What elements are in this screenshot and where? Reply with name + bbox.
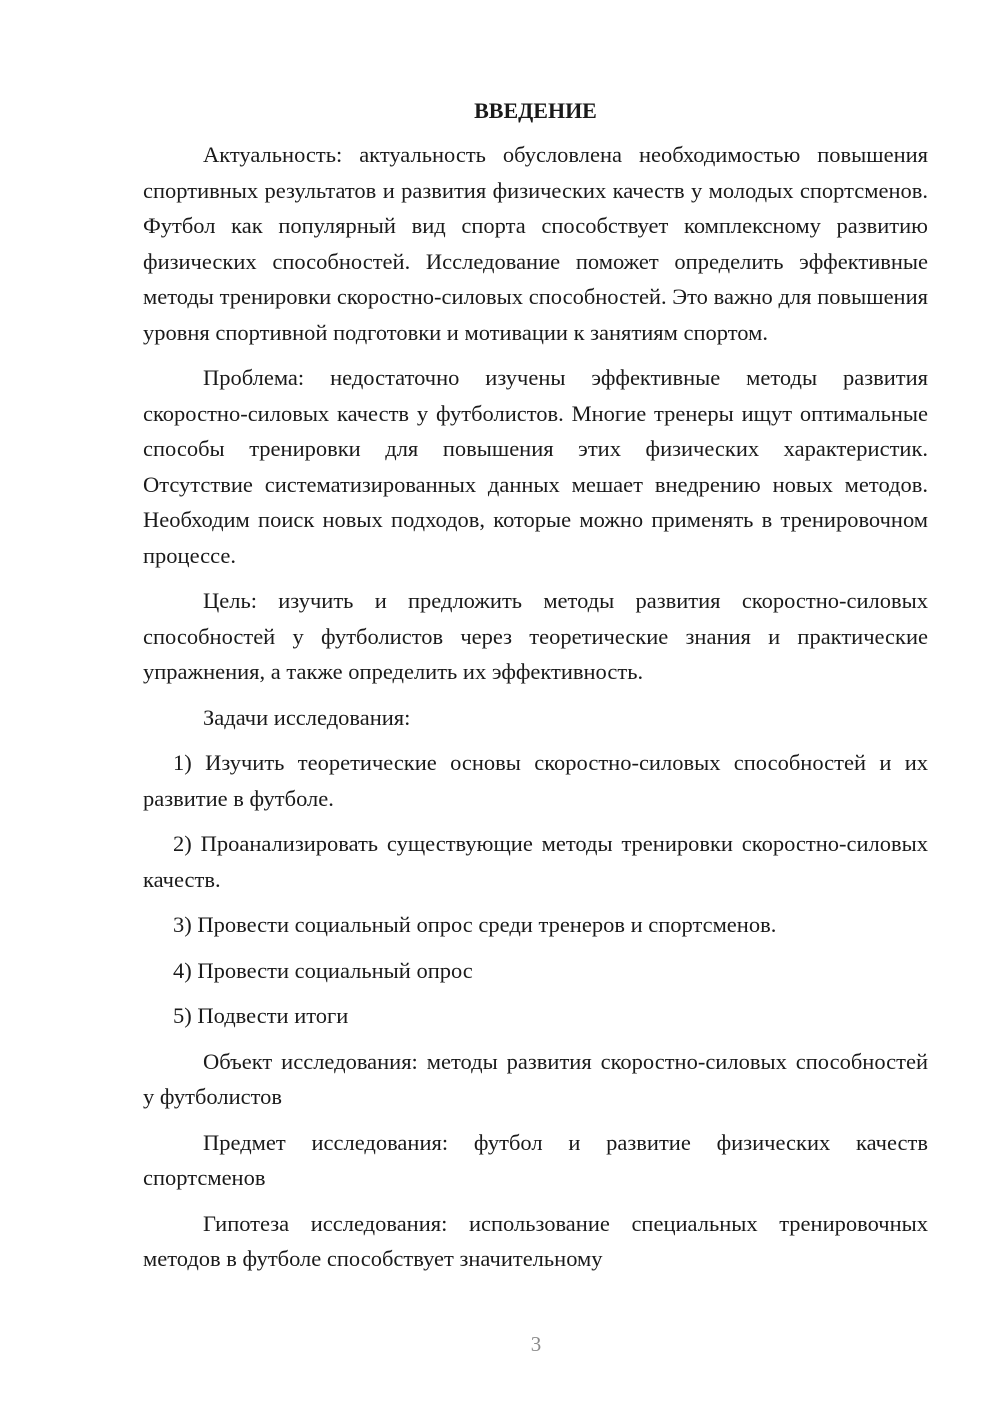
paragraph-tasks-heading: Задачи исследования: bbox=[203, 704, 411, 730]
paragraph-problem: Проблема: недостаточно изучены эффективные методы развития скоростно-силовых качеств у футболистов. Многие тренеры ищут оптимальные способы тренировки для повышения этих физических характеристик. Отсутствие систематизированных данных мешает внедрению новых методов. Необходим поиск новых подходов, которые можно применять в тренировочном процессе. bbox=[143, 365, 928, 568]
task-item-4: 4) Провести социальный опрос bbox=[173, 957, 473, 983]
paragraph-object: Объект исследования: методы развития скоростно-силовых способностей у футболистов bbox=[143, 1048, 928, 1109]
paragraph-subject: Предмет исследования: футбол и развитие физических качеств спортсменов bbox=[143, 1129, 928, 1190]
task-item-3: 3) Провести социальный опрос среди тренеров и спортсменов. bbox=[173, 912, 777, 937]
task-item-5: 5) Подвести итоги bbox=[173, 1003, 349, 1028]
page-content bbox=[143, 96, 928, 1287]
paragraph-hypothesis: Гипотеза исследования: использование специальных тренировочных методов в футболе способствует значительному bbox=[143, 1210, 928, 1271]
page-number: 3 bbox=[530, 1332, 542, 1356]
paragraph-relevance: Актуальность: актуальность обусловлена необходимостью повышения спортивных результатов и развития физических качеств у молодых спортсменов. Футбол как популярный вид спорта способствует комплексному развитию физических способностей. Исследование поможет определить эффективные методы тренировки скоростно-силовых способностей. Это важно для повышения уровня спортивной подготовки и мотивации к занятиям спортом. bbox=[143, 142, 928, 345]
task-item-1: 1) Изучить теоретические основы скоростно-силовых способностей и их развитие в футболе. bbox=[143, 750, 928, 811]
paragraph-goal: Цель: изучить и предложить методы развития скоростно-силовых способностей у футболистов через теоретические знания и практические упражнения, а также определить их эффективность. bbox=[143, 588, 928, 684]
page-title: ВВЕДЕНИЕ bbox=[474, 98, 597, 123]
task-item-2: 2) Проанализировать существующие методы тренировки скоростно-силовых качеств. bbox=[143, 831, 928, 892]
